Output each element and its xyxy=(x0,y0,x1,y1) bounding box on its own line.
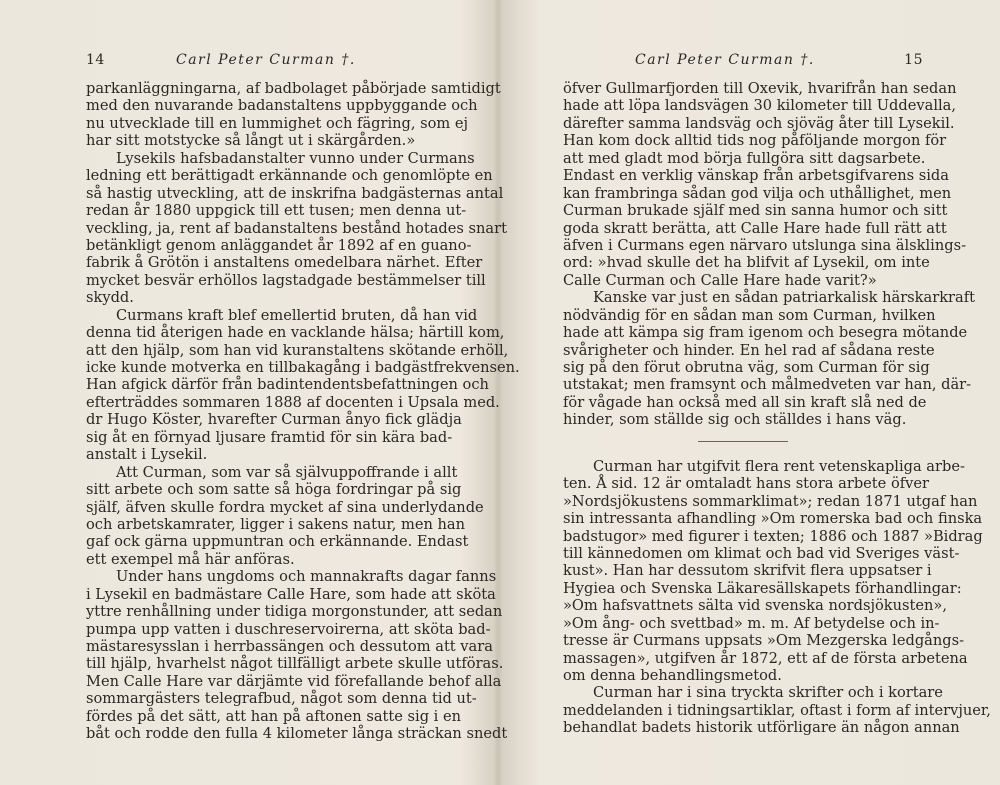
text-line: och arbetskamrater, ligger i sakens natur, men han xyxy=(86,515,466,533)
text-line: behandlat badets historik utförligare än någon annan xyxy=(563,719,960,737)
text-line: kan frambringa sådan god vilja och uthållighet, men xyxy=(563,184,952,202)
text-line: om denna behandlingsmetod. xyxy=(563,667,782,684)
text-line: i Lysekil en badmästare Calle Hare, som hade att sköta xyxy=(86,585,496,603)
text-line: Lysekils hafsbadanstalter vunno under Curmans xyxy=(116,149,475,167)
text-line: öfver Gullmarfjorden till Oxevik, hvarifrån han sedan xyxy=(563,80,957,97)
text-line: har sitt motstycke så långt ut i skärgården.» xyxy=(86,132,416,150)
right-page-section-bottom xyxy=(563,457,991,737)
text-line: meddelanden i tidningsartiklar, oftast i form af intervjuer, xyxy=(563,701,991,719)
page-number: 15 xyxy=(904,52,923,68)
text-line: sitt arbete och som satte så höga fordringar på sig xyxy=(86,481,462,499)
text-line: till hjälp, hvarhelst något tillfälligt arbete skulle utföras. xyxy=(86,655,504,673)
text-line: ledning ett berättigadt erkännande och genomlöpte en xyxy=(86,167,493,185)
text-line: mästaresysslan i herrbassängen och dessutom att vara xyxy=(86,638,493,655)
running-head: Carl Peter Curman †. xyxy=(635,52,815,68)
text-line: redan år 1880 uppgick till ett tusen; men denna ut- xyxy=(86,202,467,220)
text-line: veckling, ja, rent af badanstaltens bestånd hotades snart xyxy=(86,219,507,237)
text-line: Kanske var just en sådan patriarkalisk härskarkraft xyxy=(593,289,975,307)
text-line: Curman har utgifvit flera rent vetenskapliga arbe- xyxy=(593,457,965,475)
left-page-body xyxy=(86,80,520,743)
text-line: hade att löpa landsvägen 30 kilometer till Uddevalla, xyxy=(563,97,956,115)
text-line: anstalt i Lysekil. xyxy=(86,446,208,464)
text-line: denna tid återigen hade en vacklande hälsa; härtill kom, xyxy=(86,324,505,342)
text-line: »Nordsjökustens sommarklimat»; redan 1871 utgaf han xyxy=(563,492,978,510)
right-page-body xyxy=(563,80,991,737)
text-line: »Om hafsvattnets sälta vid svenska nordsjökusten», xyxy=(563,597,947,615)
text-line: själf, äfven skulle fordra mycket af sina underlydande xyxy=(86,498,484,516)
text-line: därefter samma landsväg och sjöväg åter till Lysekil. xyxy=(563,114,955,132)
text-line: ten. Å sid. 12 är omtaladt hans stora arbete öfver xyxy=(563,475,929,493)
text-line: tresse är Curmans uppsats »Om Mezgerska ledgångs- xyxy=(563,632,965,650)
left-page-header xyxy=(86,52,442,72)
text-line: fabrik å Grötön i anstaltens omedelbara närhet. Efter xyxy=(86,254,483,272)
text-line: hade att kämpa sig fram igenom och besegra mötande xyxy=(563,324,968,342)
running-head: Carl Peter Curman †. xyxy=(176,52,356,68)
text-line: ett exempel må här anföras. xyxy=(86,550,295,568)
text-line: massagen», utgifven år 1872, ett af de första arbetena xyxy=(563,649,968,667)
text-line: så hastig utveckling, att de inskrifna badgästernas antal xyxy=(86,184,504,202)
text-line: pumpa upp vatten i duschreservoirerna, att sköta bad- xyxy=(86,620,491,638)
right-page-section-top xyxy=(563,80,975,429)
text-line: äfven i Curmans egen närvaro utslunga sina älsklings- xyxy=(563,236,967,254)
text-line: Att Curman, som var så självuppoffrande i allt xyxy=(116,463,458,481)
text-line: Han afgick därför från badintendentsbefattningen och xyxy=(86,376,489,394)
text-line: sin intressanta afhandling »Om romerska bad och finska xyxy=(563,510,983,528)
text-line: Under hans ungdoms och mannakrafts dagar fanns xyxy=(116,568,497,586)
text-line: hinder, som ställde sig och ställdes i hans väg. xyxy=(563,411,907,429)
text-line: kust». Han har dessutom skrifvit flera uppsatser i xyxy=(563,562,932,580)
text-line: båt och rodde den fulla 4 kilometer långa sträckan snedt xyxy=(86,725,508,743)
text-line: sig åt en förnyad ljusare framtid för sin kära bad- xyxy=(86,428,453,446)
text-line: utstakat; men framsynt och målmedveten var han, där- xyxy=(563,376,972,394)
text-line: Endast en verklig vänskap från arbetsgifvarens sida xyxy=(563,167,949,185)
text-line: ord: »hvad skulle det ha blifvit af Lysekil, om inte xyxy=(563,254,930,272)
text-line: med den nuvarande badanstaltens uppbyggande och xyxy=(86,97,478,115)
text-line: mycket besvär erhöllos lagstadgade bestämmelser till xyxy=(86,271,486,289)
text-line: gaf ock gärna uppmuntran och erkännande. Endast xyxy=(86,533,469,551)
text-line: goda skratt berätta, att Calle Hare hade full rätt att xyxy=(563,219,947,237)
text-line: Curman har i sina tryckta skrifter och i kortare xyxy=(593,684,943,702)
text-line: att med gladt mod börja fullgöra sitt dagsarbete. xyxy=(563,149,926,167)
text-line: badstugor» med figurer i texten; 1886 och 1887 »Bidrag xyxy=(563,527,983,545)
text-line: nödvändig för en sådan man som Curman, hvilken xyxy=(563,306,936,324)
text-line: dr Hugo Köster, hvarefter Curman ånyo fick glädja xyxy=(86,411,462,429)
text-line: till kännedomen om klimat och bad vid Sveriges väst- xyxy=(563,544,960,562)
text-line: Hygiea och Svenska Läkaresällskapets förhandlingar: xyxy=(563,579,962,597)
text-line: Men Calle Hare var därjämte vid förefallande behof alla xyxy=(86,672,502,690)
text-line: fördes på det sätt, att han på aftonen satte sig i en xyxy=(86,707,462,725)
right-page-header xyxy=(563,52,923,72)
text-line: Calle Curman och Calle Hare hade varit?» xyxy=(563,271,877,289)
text-line: yttre renhållning under tidiga morgonstunder, att sedan xyxy=(86,603,503,621)
text-line: efterträddes sommaren 1888 af docenten i Upsala med. xyxy=(86,393,500,411)
text-line: betänkligt genom anläggandet år 1892 af en guano- xyxy=(86,236,472,254)
text-line: svårigheter och hinder. En hel rad af sådana reste xyxy=(563,341,935,359)
text-line: för vågade han också med all sin kraft slå ned de xyxy=(563,393,927,411)
text-line: parkanläggningarna, af badbolaget påbörjade samtidigt xyxy=(86,80,501,97)
text-line: »Om ång- och svettbad» m. m. Af betydelse och in- xyxy=(563,614,940,632)
text-line: skydd. xyxy=(86,289,134,307)
text-line: Curmans kraft blef emellertid bruten, då han vid xyxy=(116,306,478,324)
text-line: sommargästers telegrafbud, något som denna tid ut- xyxy=(86,690,477,708)
text-line: icke kunde motverka en tillbakagång i badgästfrekvensen. xyxy=(86,359,520,376)
page-number: 14 xyxy=(86,52,105,68)
text-line: att den hjälp, som han vid kuranstaltens skötande erhöll, xyxy=(86,341,509,359)
text-line: Han kom dock alltid tids nog påföljande morgon för xyxy=(563,132,947,150)
right-page xyxy=(503,0,1000,785)
text-line: Curman brukade själf med sin sanna humor och sitt xyxy=(563,202,948,220)
section-divider xyxy=(698,441,788,442)
text-line: nu utvecklade till en lummighet och fägring, som ej xyxy=(86,114,469,132)
text-line: sig på den förut obrutna väg, som Curman för sig xyxy=(563,359,930,376)
